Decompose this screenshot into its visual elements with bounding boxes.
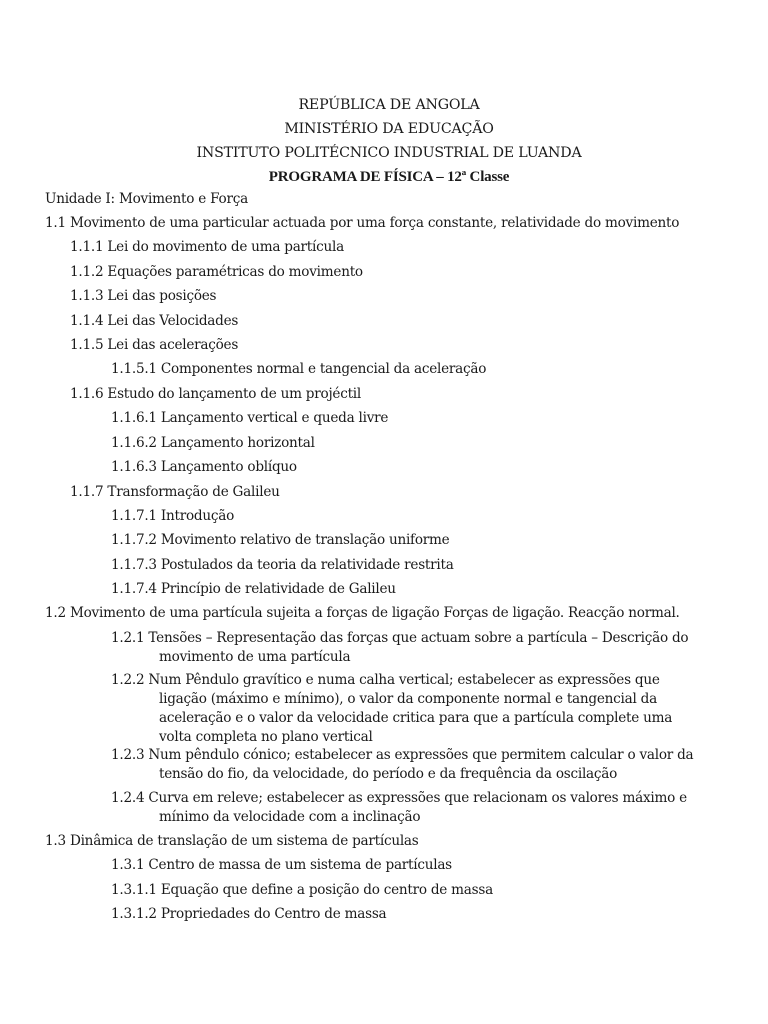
header-country: REPÚBLICA DE ANGOLA [298, 97, 480, 113]
section-1-2-2-line-4: volta completa no plano vertical [159, 729, 373, 745]
section-1-2-2 [111, 671, 672, 747]
section-1-1-7-3: 1.1.7.3 Postulados da teoria da relatividade restrita [111, 557, 454, 573]
section-1-2-4-line-2: mínimo da velocidade com a inclinação [159, 809, 421, 825]
section-1-2-1-line-1: 1.2.1 Tensões – Representação das forças que actuam sobre a partícula – Descrição do [111, 630, 689, 646]
section-1-2-2-line-3: aceleração e o valor da velocidade critica para que a partícula complete uma [159, 710, 673, 726]
section-1-2-4 [111, 789, 687, 827]
section-1-1-4: 1.1.4 Lei das Velocidades [70, 313, 239, 329]
section-1-1-7-2: 1.1.7.2 Movimento relativo de translação uniforme [111, 532, 450, 548]
section-1-3-1: 1.3.1 Centro de massa de um sistema de partículas [111, 857, 452, 873]
section-1-3-1-2: 1.3.1.2 Propriedades do Centro de massa [111, 906, 387, 922]
section-1-2-4-line-1: 1.2.4 Curva em releve; estabelecer as expressões que relacionam os valores máximo e [111, 790, 687, 806]
section-1-1-3: 1.1.3 Lei das posições [70, 288, 217, 304]
section-1-1-5: 1.1.5 Lei das acelerações [70, 337, 239, 353]
section-1-2-3-line-2: tensão do fio, da velocidade, do período e da frequência da oscilação [159, 766, 618, 782]
section-1-1-6-2: 1.1.6.2 Lançamento horizontal [111, 435, 315, 451]
section-1-1-7: 1.1.7 Transformação de Galileu [70, 484, 280, 500]
section-1-3-1-1: 1.3.1.1 Equação que define a posição do centro de massa [111, 882, 493, 898]
document-header [0, 93, 768, 189]
section-1-1-6-3: 1.1.6.3 Lançamento oblíquo [111, 459, 297, 475]
section-1-1-6: 1.1.6 Estudo do lançamento de um projéctil [70, 386, 361, 402]
section-1-2-3-line-1: 1.2.3 Num pêndulo cónico; estabelecer as expressões que permitem calcular o valor da [111, 747, 694, 763]
section-1-1-2: 1.1.2 Equações paramétricas do movimento [70, 264, 363, 280]
section-1-1-7-4: 1.1.7.4 Princípio de relatividade de Galileu [111, 581, 396, 597]
header-ministry: MINISTÉRIO DA EDUCAÇÃO [284, 121, 494, 137]
document-title: PROGRAMA DE FÍSICA – 12ª Classe [268, 169, 510, 185]
section-1-2-2-line-2: ligação (máximo e mínimo), o valor da componente normal e tangencial da [159, 691, 657, 707]
section-1-1-5-1: 1.1.5.1 Componentes normal e tangencial da aceleração [111, 361, 487, 377]
section-1-2-2-line-1: 1.2.2 Num Pêndulo gravítico e numa calha vertical; estabelecer as expressões que [111, 672, 660, 688]
section-1-3: 1.3 Dinâmica de translação de um sistema de partículas [45, 833, 419, 849]
unit-heading: Unidade I: Movimento e Força [45, 191, 248, 207]
section-1-1-1: 1.1.1 Lei do movimento de uma partícula [70, 239, 344, 255]
section-1-1-7-1: 1.1.7.1 Introdução [111, 508, 235, 524]
section-1-1-6-1: 1.1.6.1 Lançamento vertical e queda livre [111, 410, 389, 426]
header-institute: INSTITUTO POLITÉCNICO INDUSTRIAL DE LUANDA [196, 145, 582, 161]
section-1-1: 1.1 Movimento de uma particular actuada por uma força constante, relatividade do movimento [45, 215, 680, 231]
section-1-2-1-line-2: movimento de uma partícula [159, 649, 351, 665]
section-1-2: 1.2 Movimento de uma partícula sujeita a forças de ligação Forças de ligação. Reacção normal. [45, 605, 680, 621]
section-1-2-3 [111, 746, 693, 784]
section-1-2-1 [111, 629, 688, 667]
